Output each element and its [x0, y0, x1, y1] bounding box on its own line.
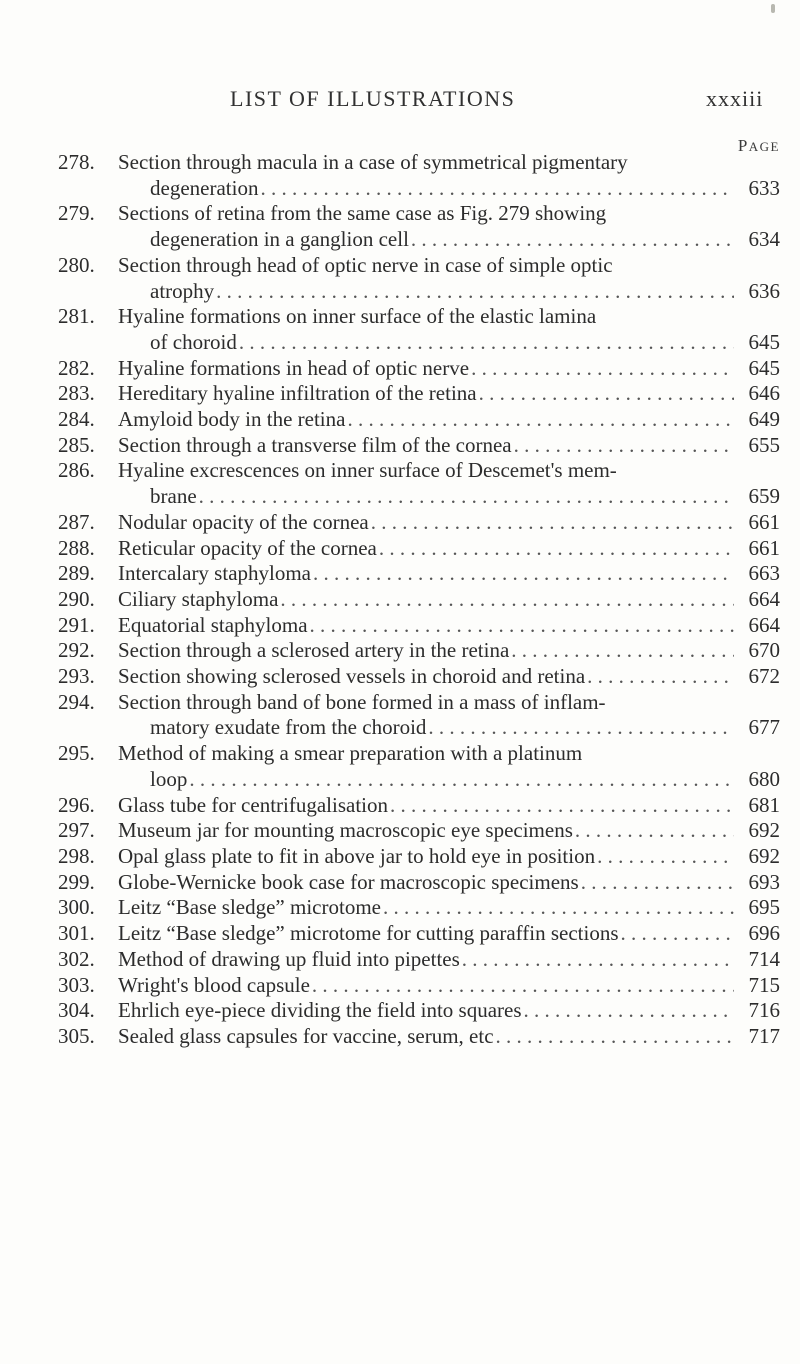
caption-text: of choroid — [150, 329, 237, 354]
figure-number: 290. — [58, 586, 95, 611]
list-item — [58, 510, 780, 536]
caption-text: atrophy — [150, 278, 215, 303]
dot-leader — [573, 818, 734, 844]
caption-text: Glass tube for centrifugalisation — [118, 792, 389, 817]
dot-leader — [522, 998, 734, 1024]
caption-leader-line — [58, 638, 780, 664]
page-reference: 716 — [748, 998, 780, 1023]
figure-number: 287. — [58, 509, 95, 534]
page-reference: 664 — [748, 612, 780, 637]
caption-text: Museum jar for mounting macroscopic eye specimens — [118, 818, 573, 843]
caption-leader-line — [58, 998, 780, 1024]
figure-number: 293. — [58, 664, 95, 689]
caption-text: Reticular opacity of the cornea — [118, 535, 377, 560]
page-reference: 696 — [748, 921, 780, 946]
running-title: LIST OF ILLUSTRATIONS — [230, 86, 516, 111]
caption-leader-line — [58, 587, 780, 613]
caption-text: Opal glass plate to fit in above jar to hold eye in position — [118, 843, 596, 868]
page-reference: 634 — [748, 227, 780, 252]
list-item — [58, 433, 780, 459]
figure-number: 283. — [58, 381, 95, 406]
caption-leader-line — [58, 793, 780, 819]
list-item — [58, 818, 780, 844]
caption-leader-line — [58, 330, 780, 356]
dot-leader — [197, 484, 734, 510]
caption-text: Equatorial staphyloma — [118, 612, 308, 637]
caption-leader-line — [58, 484, 780, 510]
caption-leader-line — [58, 227, 780, 253]
caption-leader-line — [58, 664, 780, 690]
caption-leader-line — [58, 536, 780, 562]
dot-leader — [409, 227, 734, 253]
dot-leader — [619, 921, 734, 947]
list-item — [58, 998, 780, 1024]
caption-leader-line — [58, 407, 780, 433]
dot-leader — [426, 715, 734, 741]
caption-leader-line — [58, 510, 780, 536]
column-label-rest: AGE — [748, 139, 780, 154]
figure-number: 286. — [58, 458, 95, 483]
caption-first-line: Section through macula in a case of symmetrical pigmentary — [118, 150, 628, 174]
caption-first-line: Section through band of bone formed in a mass of inflam- — [118, 689, 606, 714]
list-item — [58, 253, 780, 304]
page-reference: 645 — [748, 329, 780, 354]
page-reference: 649 — [748, 407, 780, 432]
page-number: xxxiii — [706, 86, 764, 111]
figure-number: 281. — [58, 304, 95, 329]
page-reference: 715 — [748, 972, 780, 997]
caption-text: Hereditary hyaline infiltration of the retina — [118, 381, 477, 406]
page-reference: 633 — [748, 175, 780, 200]
list-item — [58, 150, 780, 201]
dot-leader — [512, 433, 734, 459]
figure-number: 284. — [58, 407, 95, 432]
caption-text: Section through a transverse film of the cornea — [118, 432, 512, 457]
page-reference: 661 — [748, 509, 780, 534]
list-item — [58, 947, 780, 973]
dot-leader — [214, 279, 734, 305]
caption-text: Leitz “Base sledge” microtome for cutting paraffin sections — [118, 921, 619, 946]
page-reference: 646 — [748, 381, 780, 406]
page-reference: 670 — [748, 638, 780, 663]
figure-number: 305. — [58, 1023, 95, 1048]
caption-leader-line — [58, 176, 780, 202]
list-item — [58, 664, 780, 690]
page-reference: 663 — [748, 561, 780, 586]
caption-leader-line — [58, 613, 780, 639]
caption-leader-line — [58, 973, 780, 999]
page-reference: 661 — [748, 535, 780, 560]
list-item — [58, 587, 780, 613]
page-reference: 717 — [748, 1023, 780, 1048]
caption-text: Hyaline formations in head of optic nerve — [118, 355, 470, 380]
figure-number: 300. — [58, 895, 95, 920]
list-item — [58, 844, 780, 870]
list-item — [58, 458, 780, 509]
list-item — [58, 973, 780, 999]
list-item — [58, 921, 780, 947]
caption-leader-line — [58, 561, 780, 587]
caption-leader-line — [58, 381, 780, 407]
dot-leader — [187, 767, 734, 793]
figure-number: 299. — [58, 869, 95, 894]
dot-leader — [585, 664, 734, 690]
caption-text: Section through a sclerosed artery in the retina — [118, 638, 510, 663]
page-reference: 636 — [748, 278, 780, 303]
figure-number: 279. — [58, 201, 95, 226]
caption-leader-line — [58, 279, 780, 305]
page-reference: 677 — [748, 715, 780, 740]
caption-first-line: Hyaline formations on inner surface of the elastic lamina — [118, 304, 597, 329]
page-reference: 692 — [748, 843, 780, 868]
column-label-initial: P — [737, 136, 749, 155]
caption-text: Amyloid body in the retina — [118, 407, 346, 432]
page-reference: 659 — [748, 484, 780, 509]
caption-first-line: Section through head of optic nerve in case of simple optic — [118, 252, 613, 277]
caption-text: degeneration in a ganglion cell — [150, 227, 409, 252]
dot-leader — [369, 510, 734, 536]
figure-number: 304. — [58, 998, 95, 1023]
caption-text: loop — [150, 766, 188, 791]
list-item — [58, 536, 780, 562]
dot-leader — [258, 176, 734, 202]
dot-leader — [509, 638, 734, 664]
caption-text: Method of drawing up fluid into pipettes — [118, 946, 460, 971]
dot-leader — [477, 381, 734, 407]
dot-leader — [579, 870, 734, 896]
page-reference: 695 — [748, 895, 780, 920]
illustrations-list — [58, 150, 780, 1050]
caption-text: Sealed glass capsules for vaccine, serum, etc — [118, 1023, 494, 1048]
list-item — [58, 741, 780, 792]
list-item — [58, 613, 780, 639]
page-reference: 692 — [748, 818, 780, 843]
figure-number: 285. — [58, 432, 95, 457]
dot-leader — [237, 330, 734, 356]
caption-text: matory exudate from the choroid — [150, 715, 427, 740]
page-reference: 680 — [748, 766, 780, 791]
caption-leader-line — [58, 947, 780, 973]
caption-text: Nodular opacity of the cornea — [118, 509, 369, 534]
dot-leader — [308, 613, 734, 639]
page-reference: 693 — [748, 869, 780, 894]
list-item — [58, 638, 780, 664]
list-item — [58, 870, 780, 896]
caption-leader-line — [58, 767, 780, 793]
page-reference: 655 — [748, 432, 780, 457]
list-item — [58, 304, 780, 355]
page-reference: 664 — [748, 586, 780, 611]
figure-number: 296. — [58, 792, 95, 817]
caption-first-line: Method of making a smear preparation with a platinum — [118, 741, 583, 766]
list-item — [58, 407, 780, 433]
caption-text: Ehrlich eye-piece dividing the field into squares — [118, 998, 522, 1023]
caption-leader-line — [58, 818, 780, 844]
figure-number: 301. — [58, 921, 95, 946]
caption-leader-line — [58, 921, 780, 947]
figure-number: 297. — [58, 818, 95, 843]
figure-number: 303. — [58, 972, 95, 997]
figure-number: 288. — [58, 535, 95, 560]
list-item — [58, 690, 780, 741]
caption-first-line: Sections of retina from the same case as Fig. 279 showing — [118, 201, 607, 226]
page-reference: 714 — [748, 946, 780, 971]
list-item — [58, 793, 780, 819]
caption-leader-line — [58, 844, 780, 870]
list-item — [58, 356, 780, 382]
caption-text: degeneration — [150, 175, 259, 200]
caption-text: brane — [150, 484, 197, 509]
figure-number: 280. — [58, 252, 95, 277]
caption-text: Globe-Wernicke book case for macroscopic specimens — [118, 869, 579, 894]
list-item — [58, 895, 780, 921]
page-reference: 681 — [748, 792, 780, 817]
caption-leader-line — [58, 715, 780, 741]
figure-number: 294. — [58, 689, 95, 714]
list-item — [58, 1024, 780, 1050]
dot-leader — [345, 407, 734, 433]
caption-text: Wright's blood capsule — [118, 972, 310, 997]
figure-number: 302. — [58, 946, 95, 971]
page-reference: 672 — [748, 664, 780, 689]
scan-speck — [771, 4, 775, 13]
list-item — [58, 561, 780, 587]
page-reference: 645 — [748, 355, 780, 380]
dot-leader — [310, 973, 734, 999]
dot-leader — [494, 1024, 734, 1050]
dot-leader — [595, 844, 734, 870]
caption-leader-line — [58, 895, 780, 921]
dot-leader — [469, 356, 734, 382]
dot-leader — [388, 793, 734, 819]
figure-number: 278. — [58, 150, 95, 174]
dot-leader — [381, 895, 734, 921]
dot-leader — [377, 536, 734, 562]
list-item — [58, 201, 780, 252]
caption-leader-line — [58, 356, 780, 382]
figure-number: 289. — [58, 561, 95, 586]
caption-text: Intercalary staphyloma — [118, 561, 311, 586]
caption-leader-line — [58, 433, 780, 459]
dot-leader — [278, 587, 734, 613]
caption-text: Ciliary staphyloma — [118, 586, 279, 611]
caption-first-line: Hyaline excrescences on inner surface of Descemet's mem- — [118, 458, 617, 483]
caption-leader-line — [58, 1024, 780, 1050]
figure-number: 292. — [58, 638, 95, 663]
figure-number: 298. — [58, 843, 95, 868]
page-header — [0, 86, 800, 116]
caption-text: Leitz “Base sledge” microtome — [118, 895, 381, 920]
figure-number: 295. — [58, 741, 95, 766]
dot-leader — [460, 947, 734, 973]
dot-leader — [311, 561, 734, 587]
figure-number: 291. — [58, 612, 95, 637]
caption-leader-line — [58, 870, 780, 896]
list-item — [58, 381, 780, 407]
caption-text: Section showing sclerosed vessels in choroid and retina — [118, 664, 586, 689]
figure-number: 282. — [58, 355, 95, 380]
